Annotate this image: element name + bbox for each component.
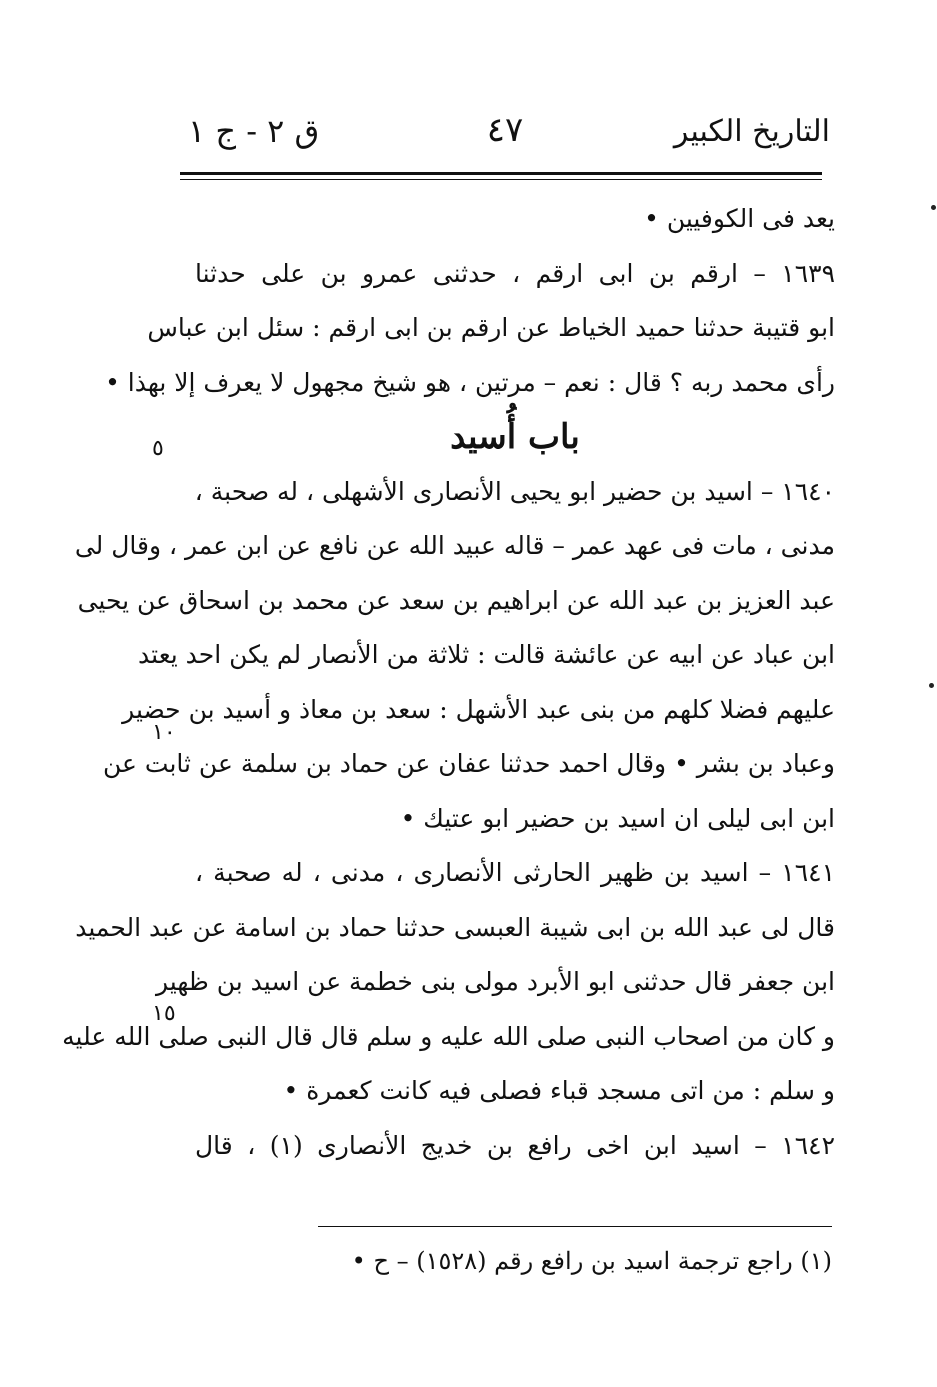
margin-line-number-15: ١٥ (152, 1001, 176, 1026)
page-number: ٤٧ (486, 110, 524, 150)
text-line: و سلم : من اتى مسجد قباء فصلى فيه كانت كعمرة • (283, 1076, 835, 1105)
header-rule-thick (180, 172, 822, 175)
text-line: وعباد بن بشر • وقال احمد حدثنا عفان عن حماد بن سلمة عن ثابت عن (103, 749, 835, 778)
text-line: ابن ابى ليلى ان اسيد بن حضير ابو عتيك • (400, 803, 835, 833)
chapter-heading: باب أُسيد (450, 417, 580, 457)
text-line: ابن جعفر قال حدثنى ابو الأبرد مولى بنى خطمة عن اسيد بن ظهير (156, 967, 835, 996)
entry-1639-line: ١٦٣٩ – ارقم بن ابى ارقم ، حدثنى عمرو بن على حدثنا (195, 258, 835, 288)
footnote-rule (318, 1226, 832, 1227)
text-line: ابو قتيبة حدثنا حميد الخياط عن ارقم بن ابى ارقم : سئل ابن عباس (147, 313, 835, 342)
text-line: عليهم فضلا كلهم من بنى عبد الأشهل : سعد بن معاذ و أسيد بن حضير (122, 694, 835, 724)
entry-1640-line: ١٦٤٠ – اسيد بن حضير ابو يحيى الأنصارى الأشهلى ، له صحبة ، (194, 476, 835, 506)
text-line: عبد العزيز بن عبد الله عن ابراهيم بن سعد عن محمد بن اسحاق عن يحيى (77, 585, 835, 615)
scan-speck (929, 683, 934, 688)
text-line: ابن عباد عن ابيه عن عائشة قالت : ثلاثة من الأنصار لم يكن احد يعتد (138, 640, 835, 669)
text-line: قال لى عبد الله بن ابى شيبة العبسى حدثنا حماد بن اسامة عن عبد الحميد (75, 912, 835, 942)
entry-1641-line: ١٦٤١ – اسيد بن ظهير الحارثى الأنصارى ، مدنى ، له صحبة ، (195, 858, 835, 887)
running-title: التاريخ الكبير (673, 114, 830, 149)
margin-line-number-5: ٥ (152, 436, 164, 461)
entry-1642-line: ١٦٤٢ – اسيد ابن اخى رافع بن خديج الأنصارى (١) ، قال (195, 1130, 835, 1160)
page-header (180, 108, 830, 158)
text-line: مدنى ، مات فى عهد عمر – قاله عبيد الله عن نافع عن ابن عمر ، وقال لى (74, 531, 835, 560)
header-rule-thin (180, 179, 822, 180)
text-line: رأى محمد ربه ؟ قال : نعم – مرتين ، هو شيخ مجهول لا يعرف إلا بهذا • (105, 367, 835, 397)
scan-speck (931, 205, 936, 210)
volume-reference: ق ٢ - ج ١ (188, 112, 320, 150)
margin-line-number-10: ١٠ (152, 720, 176, 745)
footnote: (١) راجع ترجمة اسيد بن رافع رقم (١٥٢٨) – ح • (351, 1247, 832, 1275)
text-line: يعد فى الكوفيين • (644, 204, 835, 233)
text-line: و كان من اصحاب النبى صلى الله عليه و سلم قال قال النبى صلى الله عليه (62, 1021, 835, 1051)
